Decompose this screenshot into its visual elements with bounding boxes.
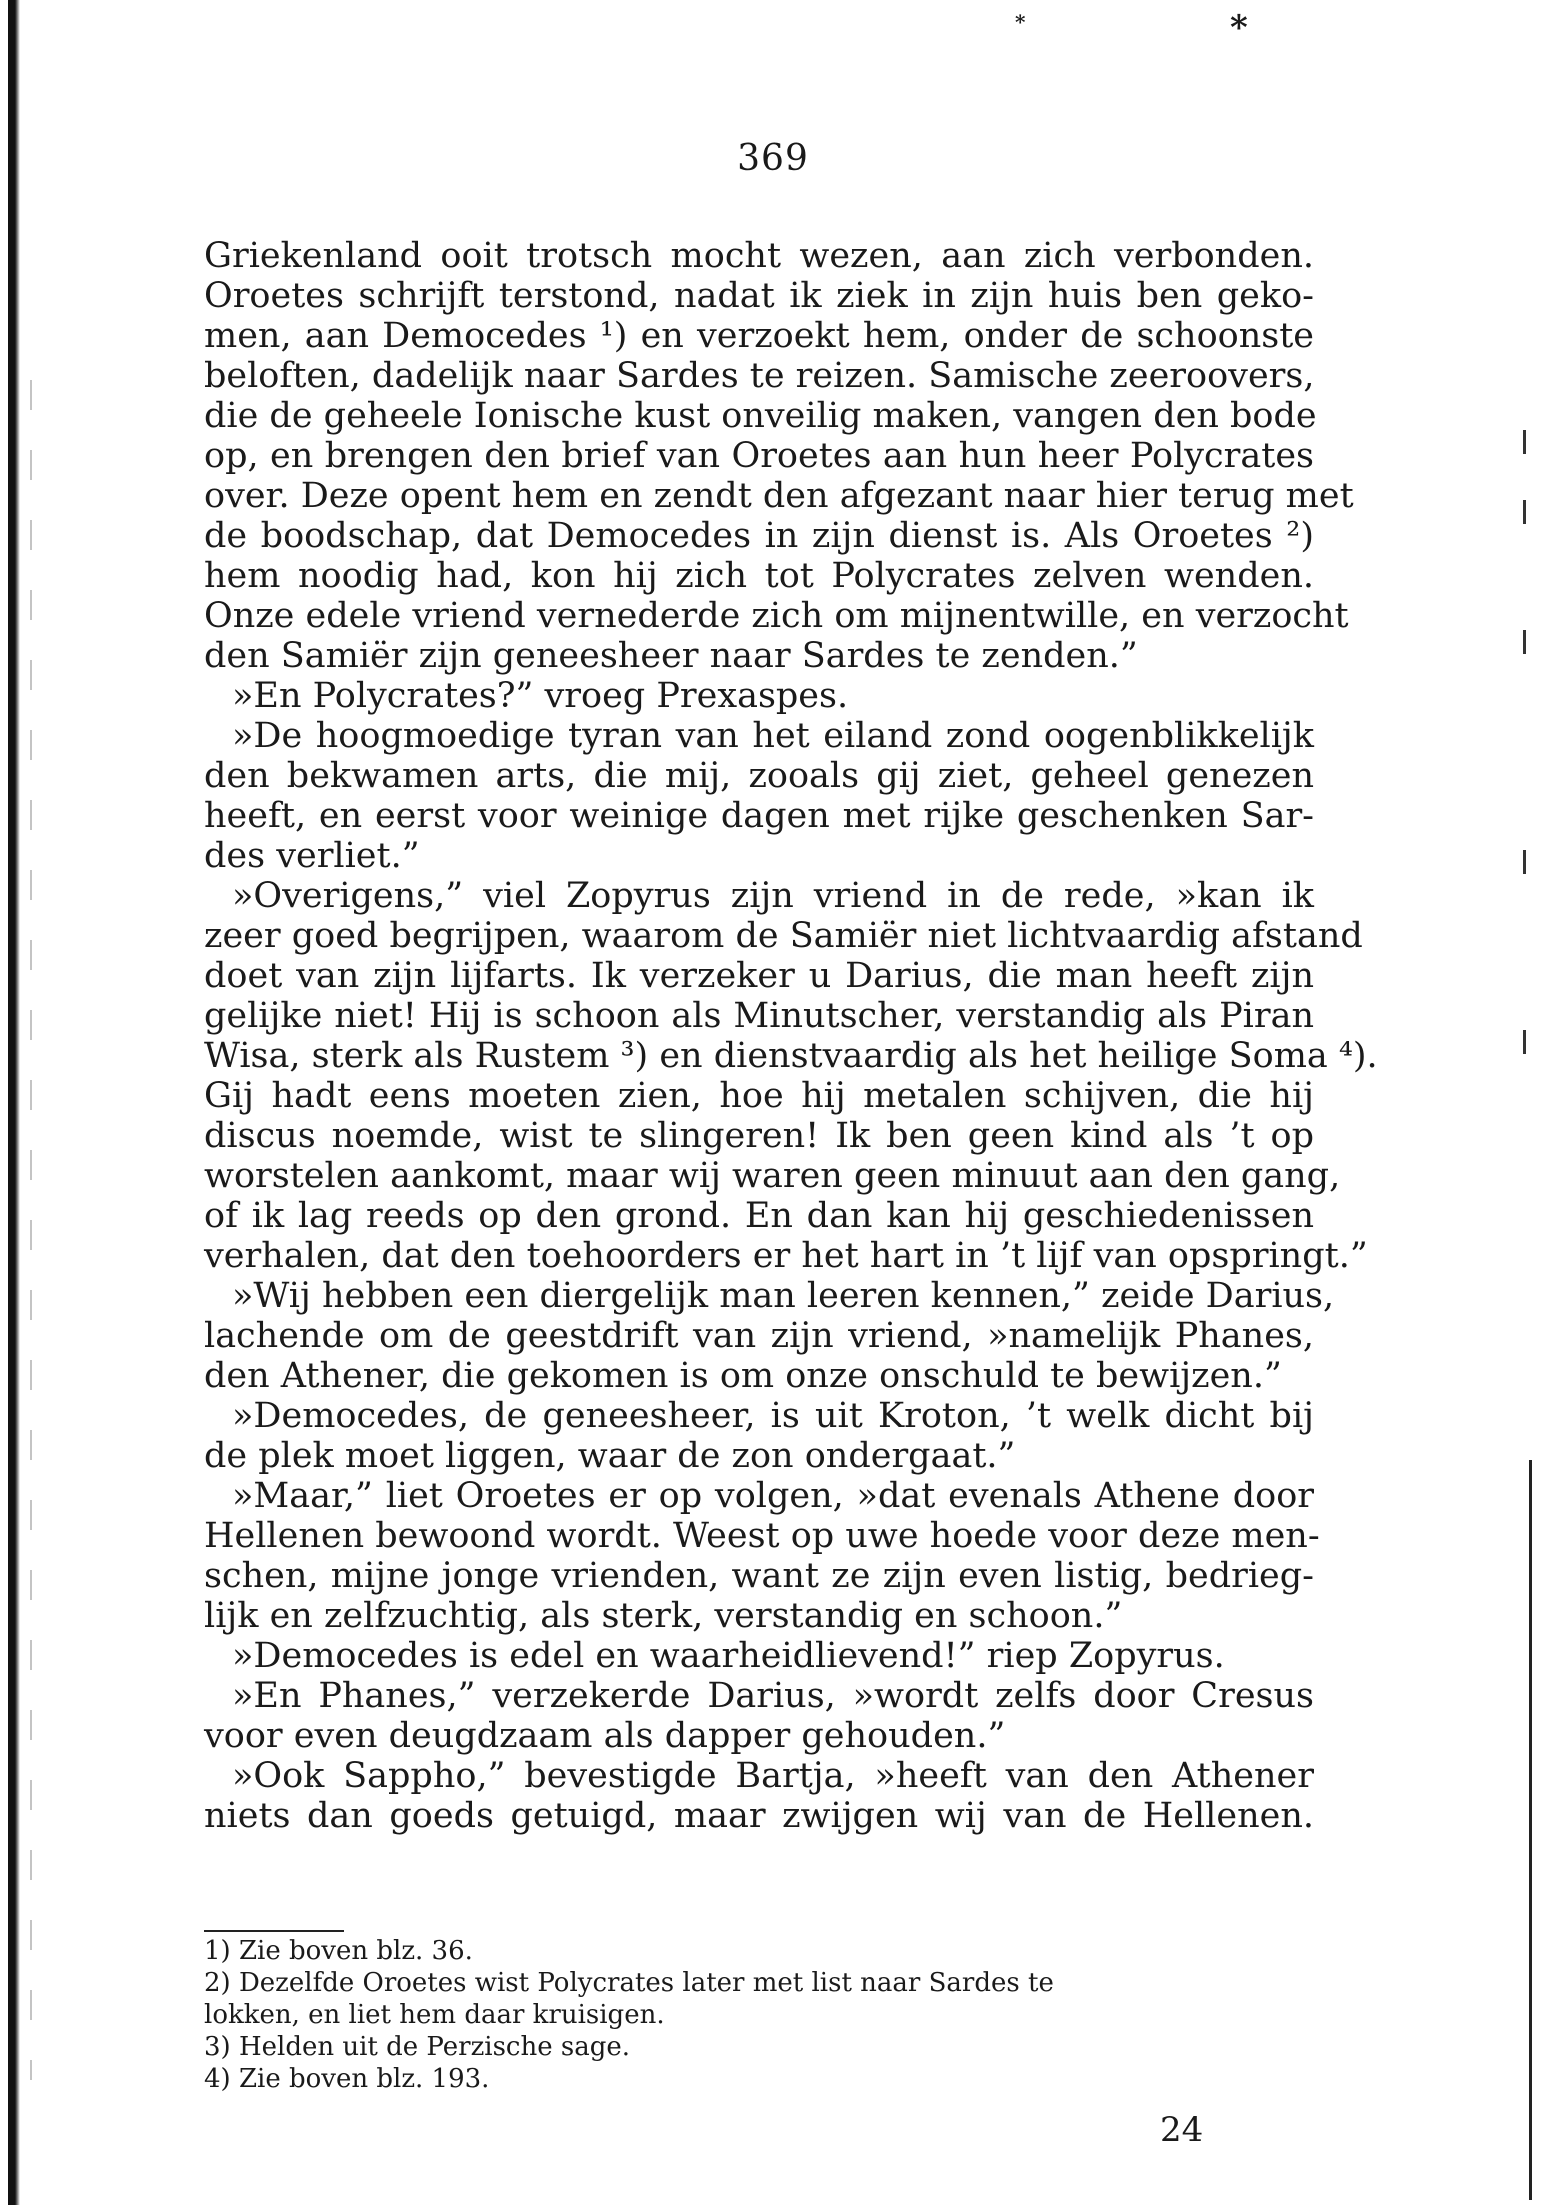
top-mark: * xyxy=(1230,8,1248,48)
text-line: »Maar,” liet Oroetes er op volgen, »dat evenals Athene door xyxy=(232,1476,1314,1516)
scan-artifact-mark xyxy=(1523,430,1526,454)
text-line: gelijke niet! Hij is schoon als Minutscher, verstandig als Piran xyxy=(204,996,1314,1036)
text-line: voor even deugdzaam als dapper gehouden.” xyxy=(204,1716,1006,1756)
text-line: Gij hadt eens moeten zien, hoe hij metalen schijven, die hij xyxy=(204,1076,1314,1116)
text-line: verhalen, dat den toehoorders er het hart in ’t lijf van opspringt.” xyxy=(204,1236,1368,1276)
signature-mark: 24 xyxy=(1160,2110,1204,2150)
text-line: beloften, dadelijk naar Sardes te reizen. Samische zeeroovers, xyxy=(204,356,1315,396)
scan-artifact-mark xyxy=(1523,630,1526,654)
footnote: 4) Zie boven blz. 193. xyxy=(204,2064,490,2094)
text-line: lijk en zelfzuchtig, als sterk, verstandig en schoon.” xyxy=(204,1596,1123,1636)
text-line: Onze edele vriend vernederde zich om mijnentwille, en verzocht xyxy=(204,596,1349,636)
text-line: den Athener, die gekomen is om onze onschuld te bewijzen.” xyxy=(204,1356,1282,1396)
text-line: »De hoogmoedige tyran van het eiland zond oogenblikkelijk xyxy=(232,716,1314,756)
text-line: over. Deze opent hem en zendt den afgezant naar hier terug met xyxy=(204,476,1354,516)
text-line: hem noodig had, kon hij zich tot Polycrates zelven wenden. xyxy=(204,556,1314,596)
text-line: de plek moet liggen, waar de zon ondergaat.” xyxy=(204,1436,1016,1476)
text-line: »Overigens,” viel Zopyrus zijn vriend in de rede, »kan ik xyxy=(232,876,1314,916)
text-line: men, aan Democedes ¹) en verzoekt hem, onder de schoonste xyxy=(204,316,1314,356)
text-line: de boodschap, dat Democedes in zijn dienst is. Als Oroetes ²) xyxy=(204,516,1314,556)
page-number: 369 xyxy=(737,138,809,179)
scan-border-right xyxy=(1529,1460,1532,2200)
text-line: Griekenland ooit trotsch mocht wezen, aan zich verbonden. xyxy=(204,236,1314,276)
footnote: 1) Zie boven blz. 36. xyxy=(204,1936,473,1966)
text-line: den bekwamen arts, die mij, zooals gij ziet, geheel genezen xyxy=(204,756,1314,796)
scan-artifact-mark xyxy=(1523,500,1526,524)
scan-border-left xyxy=(8,0,20,2205)
text-line: doet van zijn lijfarts. Ik verzeker u Darius, die man heeft zijn xyxy=(204,956,1314,996)
text-line: die de geheele Ionische kust onveilig maken, vangen den bode xyxy=(204,396,1317,436)
text-line: schen, mijne jonge vrienden, want ze zijn even listig, bedrieg- xyxy=(204,1556,1314,1596)
scan-artifact-mark xyxy=(1523,850,1526,874)
footnotes xyxy=(204,1935,1314,2095)
text-line: den Samiër zijn geneesheer naar Sardes te zenden.” xyxy=(204,636,1138,676)
text-line: »Democedes, de geneesheer, is uit Kroton, ’t welk dicht bij xyxy=(232,1396,1314,1436)
text-line: niets dan goeds getuigd, maar zwijgen wij van de Hellenen. xyxy=(204,1796,1314,1836)
scan-artifact-left xyxy=(30,380,32,2080)
footnote-divider xyxy=(204,1930,344,1932)
footnote: 2) Dezelfde Oroetes wist Polycrates later met list naar Sardes te xyxy=(204,1968,1054,1998)
text-line: »Democedes is edel en waarheidlievend!” riep Zopyrus. xyxy=(232,1636,1225,1676)
text-line: »Wij hebben een diergelijk man leeren kennen,” zeide Darius, xyxy=(232,1276,1335,1316)
footnote: 3) Helden uit de Perzische sage. xyxy=(204,2032,631,2062)
text-line: op, en brengen den brief van Oroetes aan hun heer Polycrates xyxy=(204,436,1314,476)
text-line: lachende om de geestdrift van zijn vriend, »namelijk Phanes, xyxy=(204,1316,1314,1356)
text-line: zeer goed begrijpen, waarom de Samiër niet lichtvaardig afstand xyxy=(204,916,1363,956)
text-line: »Ook Sappho,” bevestigde Bartja, »heeft van den Athener xyxy=(232,1756,1314,1796)
footnote: lokken, en liet hem daar kruisigen. xyxy=(204,2000,665,2030)
text-line: Hellenen bewoond wordt. Weest op uwe hoede voor deze men- xyxy=(204,1516,1320,1556)
text-line: of ik lag reeds op den grond. En dan kan hij geschiedenissen xyxy=(204,1196,1314,1236)
top-mark-small: * xyxy=(1015,10,1026,34)
text-line: worstelen aankomt, maar wij waren geen minuut aan den gang, xyxy=(204,1156,1341,1196)
text-line: Wisa, sterk als Rustem ³) en dienstvaardig als het heilige Soma ⁴). xyxy=(204,1036,1378,1076)
text-line: Oroetes schrijft terstond, nadat ik ziek in zijn huis ben geko- xyxy=(204,276,1314,316)
body-text xyxy=(204,236,1378,1836)
text-line: heeft, en eerst voor weinige dagen met rijke geschenken Sar- xyxy=(204,796,1314,836)
text-line: discus noemde, wist te slingeren! Ik ben geen kind als ’t op xyxy=(204,1116,1314,1156)
text-line: »En Polycrates?” vroeg Prexaspes. xyxy=(232,676,849,716)
text-line: »En Phanes,” verzekerde Darius, »wordt zelfs door Cresus xyxy=(232,1676,1314,1716)
text-line: des verliet.” xyxy=(204,836,420,876)
scan-artifact-mark xyxy=(1523,1030,1526,1054)
